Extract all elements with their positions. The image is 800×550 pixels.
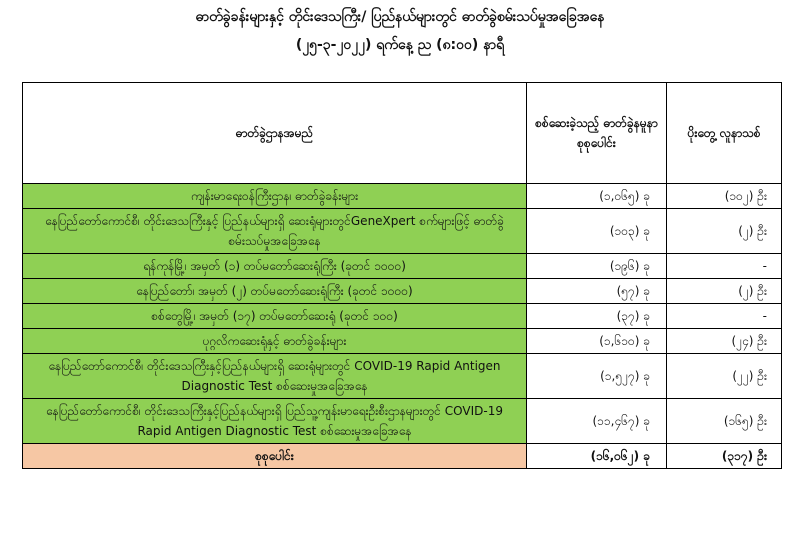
tested-cell: (၁,၅၂၇) ခု	[527, 354, 667, 399]
total-label: စုစုပေါင်း	[23, 444, 527, 469]
positive-cell: (၂) ဦး	[667, 279, 782, 304]
facility-cell: ကျန်းမာရေးဝန်ကြီးဌာန၊ ဓာတ်ခွဲခန်းများ	[23, 184, 527, 209]
tested-cell: (၁၀၃) ခု	[527, 209, 667, 254]
facility-cell: နေပြည်တော်ကောင်စီ၊ တိုင်းဒေသကြီးနှင့် ပြည်နယ်များရှိ ဆေးရုံများတွင်GeneXpert စက်များဖြင့် ဓာတ်ခွဲစမ်းသပ်မှုအခြေအနေ	[23, 209, 527, 254]
total-row	[23, 444, 782, 469]
facility-cell: နေပြည်တော်ကောင်စီ၊ တိုင်းဒေသကြီးနှင့်ပြည်နယ်များရှိ ပြည်သူ့ကျန်းမာရေးဦးစီးဌာနများတွင် COVID-19 Rapid Antigen Diagnostic Test စစ်ဆေးမှုအခြေအနေ	[23, 399, 527, 444]
tested-cell: (၁၁,၄၆၇) ခု	[527, 399, 667, 444]
tested-cell: (၁၉၆) ခု	[527, 254, 667, 279]
tested-cell: (၁,၀၆၅) ခု	[527, 184, 667, 209]
table-row	[23, 279, 782, 304]
header-facility: ဓာတ်ခွဲဌာနအမည်	[23, 83, 527, 184]
table-row	[23, 399, 782, 444]
facility-cell: စစ်တွေမြို့၊ အမှတ် (၁၇) တပ်မတော်ဆေးရုံ (ခုတင် ၁၀၀)	[23, 304, 527, 329]
table-header-row	[23, 83, 782, 184]
positive-cell: (၁၀၂) ဦး	[667, 184, 782, 209]
table-row	[23, 304, 782, 329]
facility-cell: ပုဂ္ဂလိကဆေးရုံနှင့် ဓာတ်ခွဲခန်းများ	[23, 329, 527, 354]
positive-cell: (၂၂) ဦး	[667, 354, 782, 399]
table-row	[23, 329, 782, 354]
header-positive: ပိုးတွေ့ လူနာသစ်	[667, 83, 782, 184]
facility-cell: နေပြည်တော်ကောင်စီ၊ တိုင်းဒေသကြီးနှင့်ပြည်နယ်များရှိ ဆေးရုံများတွင် COVID-19 Rapid Antigen Diagnostic Test စစ်ဆေးမှုအခြေအနေ	[23, 354, 527, 399]
table-row	[23, 184, 782, 209]
table-row	[23, 354, 782, 399]
positive-cell: (၂) ဦး	[667, 209, 782, 254]
total-tested: (၁၆,၀၆၂) ခု	[527, 444, 667, 469]
table-row	[23, 209, 782, 254]
facility-cell: နေပြည်တော်၊ အမှတ် (၂) တပ်မတော်ဆေးရုံကြီး (ခုတင် ၁၀၀၀)	[23, 279, 527, 304]
total-positive: (၃၁၇) ဦး	[667, 444, 782, 469]
facility-cell: ရန်ကုန်မြို့၊ အမှတ် (၁) တပ်မတော်ဆေးရုံကြီး (ခုတင် ၁၀၀၀)	[23, 254, 527, 279]
lab-testing-table	[22, 82, 782, 469]
positive-cell: -	[667, 304, 782, 329]
table-row	[23, 254, 782, 279]
tested-cell: (၁,၆၁၀) ခု	[527, 329, 667, 354]
positive-cell: (၂၄) ဦး	[667, 329, 782, 354]
report-title: ဓာတ်ခွဲခန်းများနှင့် တိုင်းဒေသကြီး/ ပြည်နယ်များတွင် ဓာတ်ခွဲစမ်းသပ်မှုအခြေအနေ	[195, 9, 605, 25]
tested-cell: (၅၇) ခု	[527, 279, 667, 304]
tested-cell: (၃၇) ခု	[527, 304, 667, 329]
positive-cell: -	[667, 254, 782, 279]
positive-cell: (၁၆၅) ဦး	[667, 399, 782, 444]
header-tested: စစ်ဆေးခဲ့သည့် ဓာတ်ခွဲနမူနာ စုစုပေါင်း	[527, 83, 667, 184]
report-date: (၂၅-၃-၂၀၂၂) ရက်နေ့ ည (၈:၀၀) နာရီ	[295, 37, 505, 53]
